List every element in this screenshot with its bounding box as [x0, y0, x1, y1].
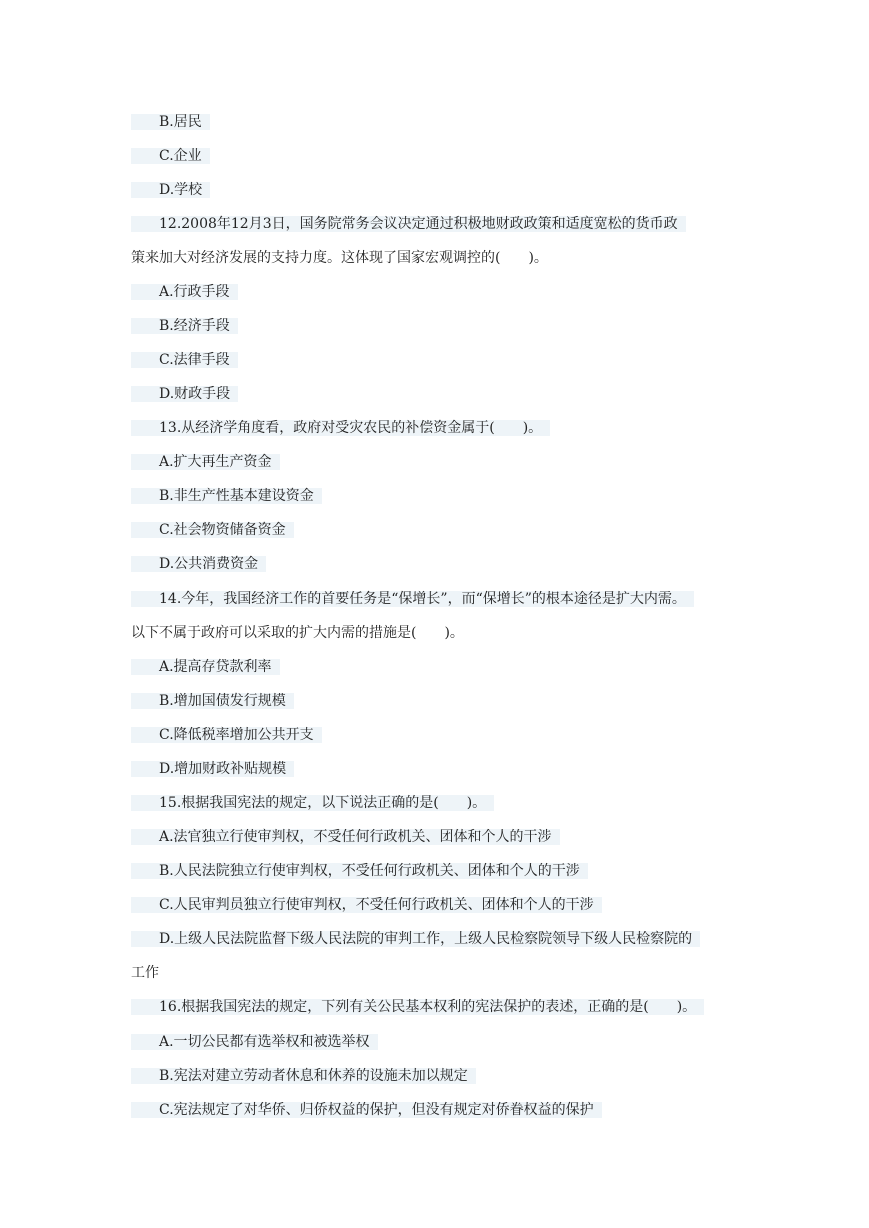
- option-c-q11: C.企业: [159, 139, 210, 173]
- option-d-q13: D.公共消费资金: [159, 547, 266, 581]
- option-c-q12: C.法律手段: [159, 343, 238, 377]
- option-d-q11: D.学校: [159, 173, 210, 207]
- option-d-q14: D.增加财政补贴规模: [159, 752, 294, 786]
- option-a-q12: A.行政手段: [159, 275, 238, 309]
- option-b-q11: B.居民: [159, 105, 210, 139]
- option-b-q16: B.宪法对建立劳动者休息和休养的设施未加以规定: [159, 1059, 476, 1093]
- question-15: 15.根据我国宪法的规定，以下说法正确的是( )。: [159, 786, 494, 820]
- option-b-q12: B.经济手段: [159, 309, 238, 343]
- question-13: 13.从经济学角度看，政府对受灾农民的补偿资金属于( )。: [159, 411, 550, 445]
- option-a-q16: A.一切公民都有选举权和被选举权: [159, 1025, 378, 1059]
- option-b-q13: B.非生产性基本建设资金: [159, 479, 322, 513]
- option-d-q15-line1: D.上级人民法院监督下级人民法院的审判工作，上级人民检察院领导下级人民检察院的: [159, 922, 700, 956]
- question-16: 16.根据我国宪法的规定，下列有关公民基本权利的宪法保护的表述，正确的是( )。: [159, 990, 704, 1024]
- option-b-q14: B.增加国债发行规模: [159, 684, 294, 718]
- option-c-q14: C.降低税率增加公共开支: [159, 718, 322, 752]
- option-d-q15-line2: 工作: [131, 965, 159, 981]
- option-c-q15: C.人民审判员独立行使审判权，不受任何行政机关、团体和个人的干涉: [159, 888, 602, 922]
- question-14-line1: 14.今年，我国经济工作的首要任务是“保增长”，而“保增长”的根本途径是扩大内需。: [159, 582, 694, 616]
- option-a-q14: A.提高存贷款利率: [159, 650, 280, 684]
- option-c-q13: C.社会物资储备资金: [159, 513, 294, 547]
- option-d-q12: D.财政手段: [159, 377, 238, 411]
- question-14-line2: 以下不属于政府可以采取的扩大内需的措施是( )。: [131, 625, 464, 641]
- option-a-q13: A.扩大再生产资金: [159, 445, 280, 479]
- question-12-line2: 策来加大对经济发展的支持力度。这体现了国家宏观调控的( )。: [131, 250, 548, 266]
- option-c-q16: C.宪法规定了对华侨、归侨权益的保护，但没有规定对侨眷权益的保护: [159, 1093, 602, 1127]
- question-12-line1: 12.2008年12月3日，国务院常务会议决定通过积极地财政政策和适度宽松的货币政: [159, 207, 686, 241]
- option-b-q15: B.人民法院独立行使审判权，不受任何行政机关、团体和个人的干涉: [159, 854, 588, 888]
- option-a-q15: A.法官独立行使审判权，不受任何行政机关、团体和个人的干涉: [159, 820, 560, 854]
